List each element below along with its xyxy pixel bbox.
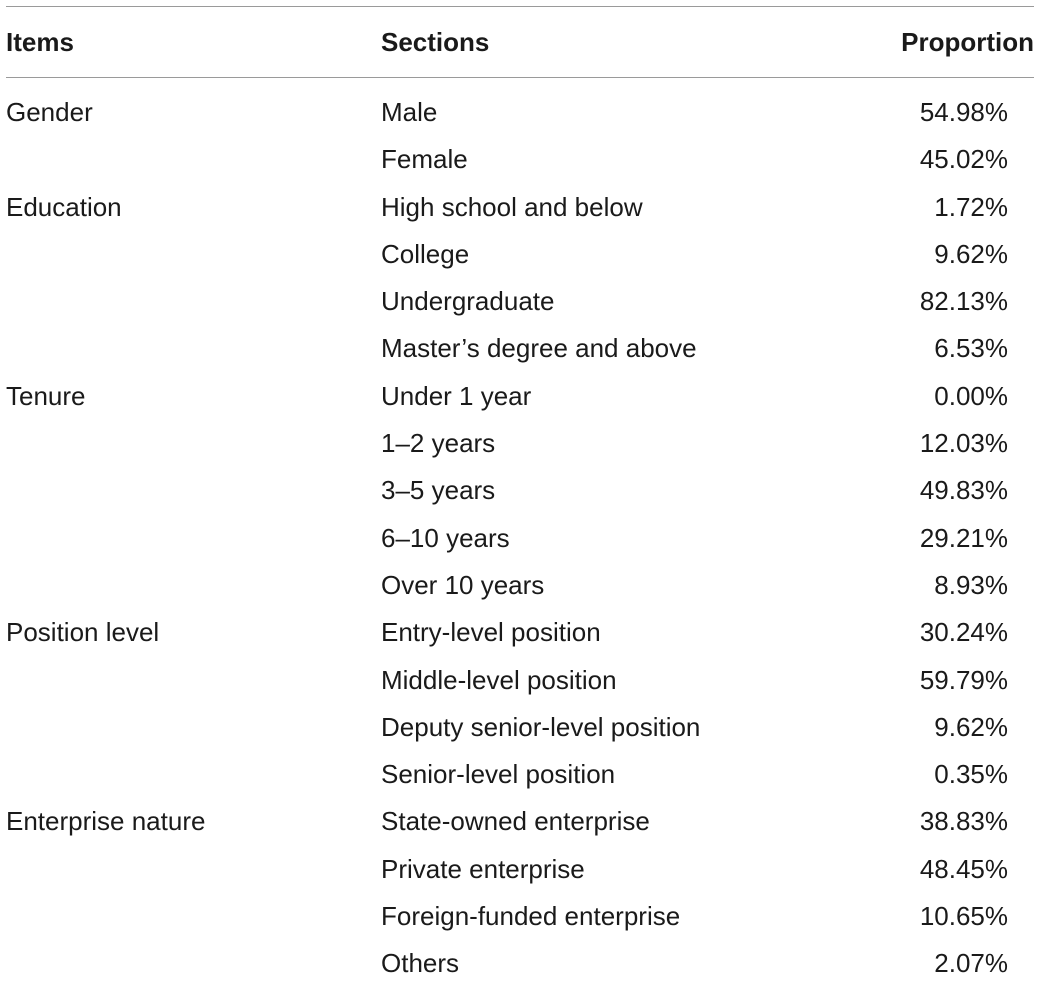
proportion-cell: 54.98% [919,97,1008,127]
table-row [6,330,1034,377]
table-body [6,94,1034,993]
table-row [6,141,1034,188]
section-cell: Female [381,144,468,175]
item-cell: Education [6,191,122,222]
section-cell: Under 1 year [381,380,532,411]
table-row [6,756,1034,803]
section-cell: Deputy senior-level position [381,711,701,742]
table-row [6,898,1034,945]
table-row [6,851,1034,898]
proportion-cell: 6.53% [934,333,1008,364]
section-cell: 6–10 years [381,522,510,553]
proportion-cell: 2.07% [934,948,1008,979]
table-row [6,567,1034,614]
table-row [6,520,1034,567]
header-proportion: Proportion [901,27,1034,57]
proportion-cell: 9.62% [934,238,1008,269]
section-cell: State-owned enterprise [381,806,650,837]
header-sections: Sections [381,27,490,57]
section-cell: High school and below [381,191,643,222]
table-row [6,614,1034,661]
section-cell: Master’s degree and above [381,333,697,364]
table-header-row [6,24,1034,60]
table-row [6,189,1034,236]
header-items: Items [6,27,74,57]
table-row [6,378,1034,425]
section-cell: Undergraduate [381,286,555,317]
section-cell: Private enterprise [381,853,585,884]
table-row [6,709,1034,756]
section-cell: College [381,238,470,269]
proportion-cell: 9.62% [934,711,1008,742]
item-cell: Enterprise nature [6,806,206,837]
proportion-cell: 10.65% [919,901,1008,932]
section-cell: Male [381,97,438,127]
item-cell: Tenure [6,380,86,411]
section-cell: Others [381,948,460,979]
item-cell: Position level [6,617,160,648]
proportion-cell: 29.21% [919,522,1008,553]
proportion-cell: 30.24% [919,617,1008,648]
proportion-cell: 59.79% [919,664,1008,695]
section-cell: Foreign-funded enterprise [381,901,681,932]
proportion-cell: 0.35% [934,759,1008,790]
proportion-cell: 45.02% [919,144,1008,175]
table-row [6,662,1034,709]
table-header-rule [6,77,1034,78]
item-cell: Gender [6,97,93,127]
section-cell: Senior-level position [381,759,616,790]
proportion-cell: 38.83% [919,806,1008,837]
section-cell: 1–2 years [381,428,496,459]
table-row [6,236,1034,283]
proportion-cell: 0.00% [934,380,1008,411]
proportion-cell: 48.45% [919,853,1008,884]
table-row [6,803,1034,850]
table-row [6,425,1034,472]
proportion-cell: 8.93% [934,569,1008,600]
proportion-cell: 12.03% [919,428,1008,459]
table-row [6,283,1034,330]
section-cell: 3–5 years [381,475,496,506]
proportion-cell: 1.72% [934,191,1008,222]
proportion-cell: 49.83% [919,475,1008,506]
section-cell: Over 10 years [381,569,545,600]
table-row [6,945,1034,992]
section-cell: Middle-level position [381,664,617,695]
table-row [6,94,1034,141]
section-cell: Entry-level position [381,617,601,648]
table-top-rule [6,6,1034,7]
proportion-cell: 82.13% [919,286,1008,317]
table-row [6,472,1034,519]
